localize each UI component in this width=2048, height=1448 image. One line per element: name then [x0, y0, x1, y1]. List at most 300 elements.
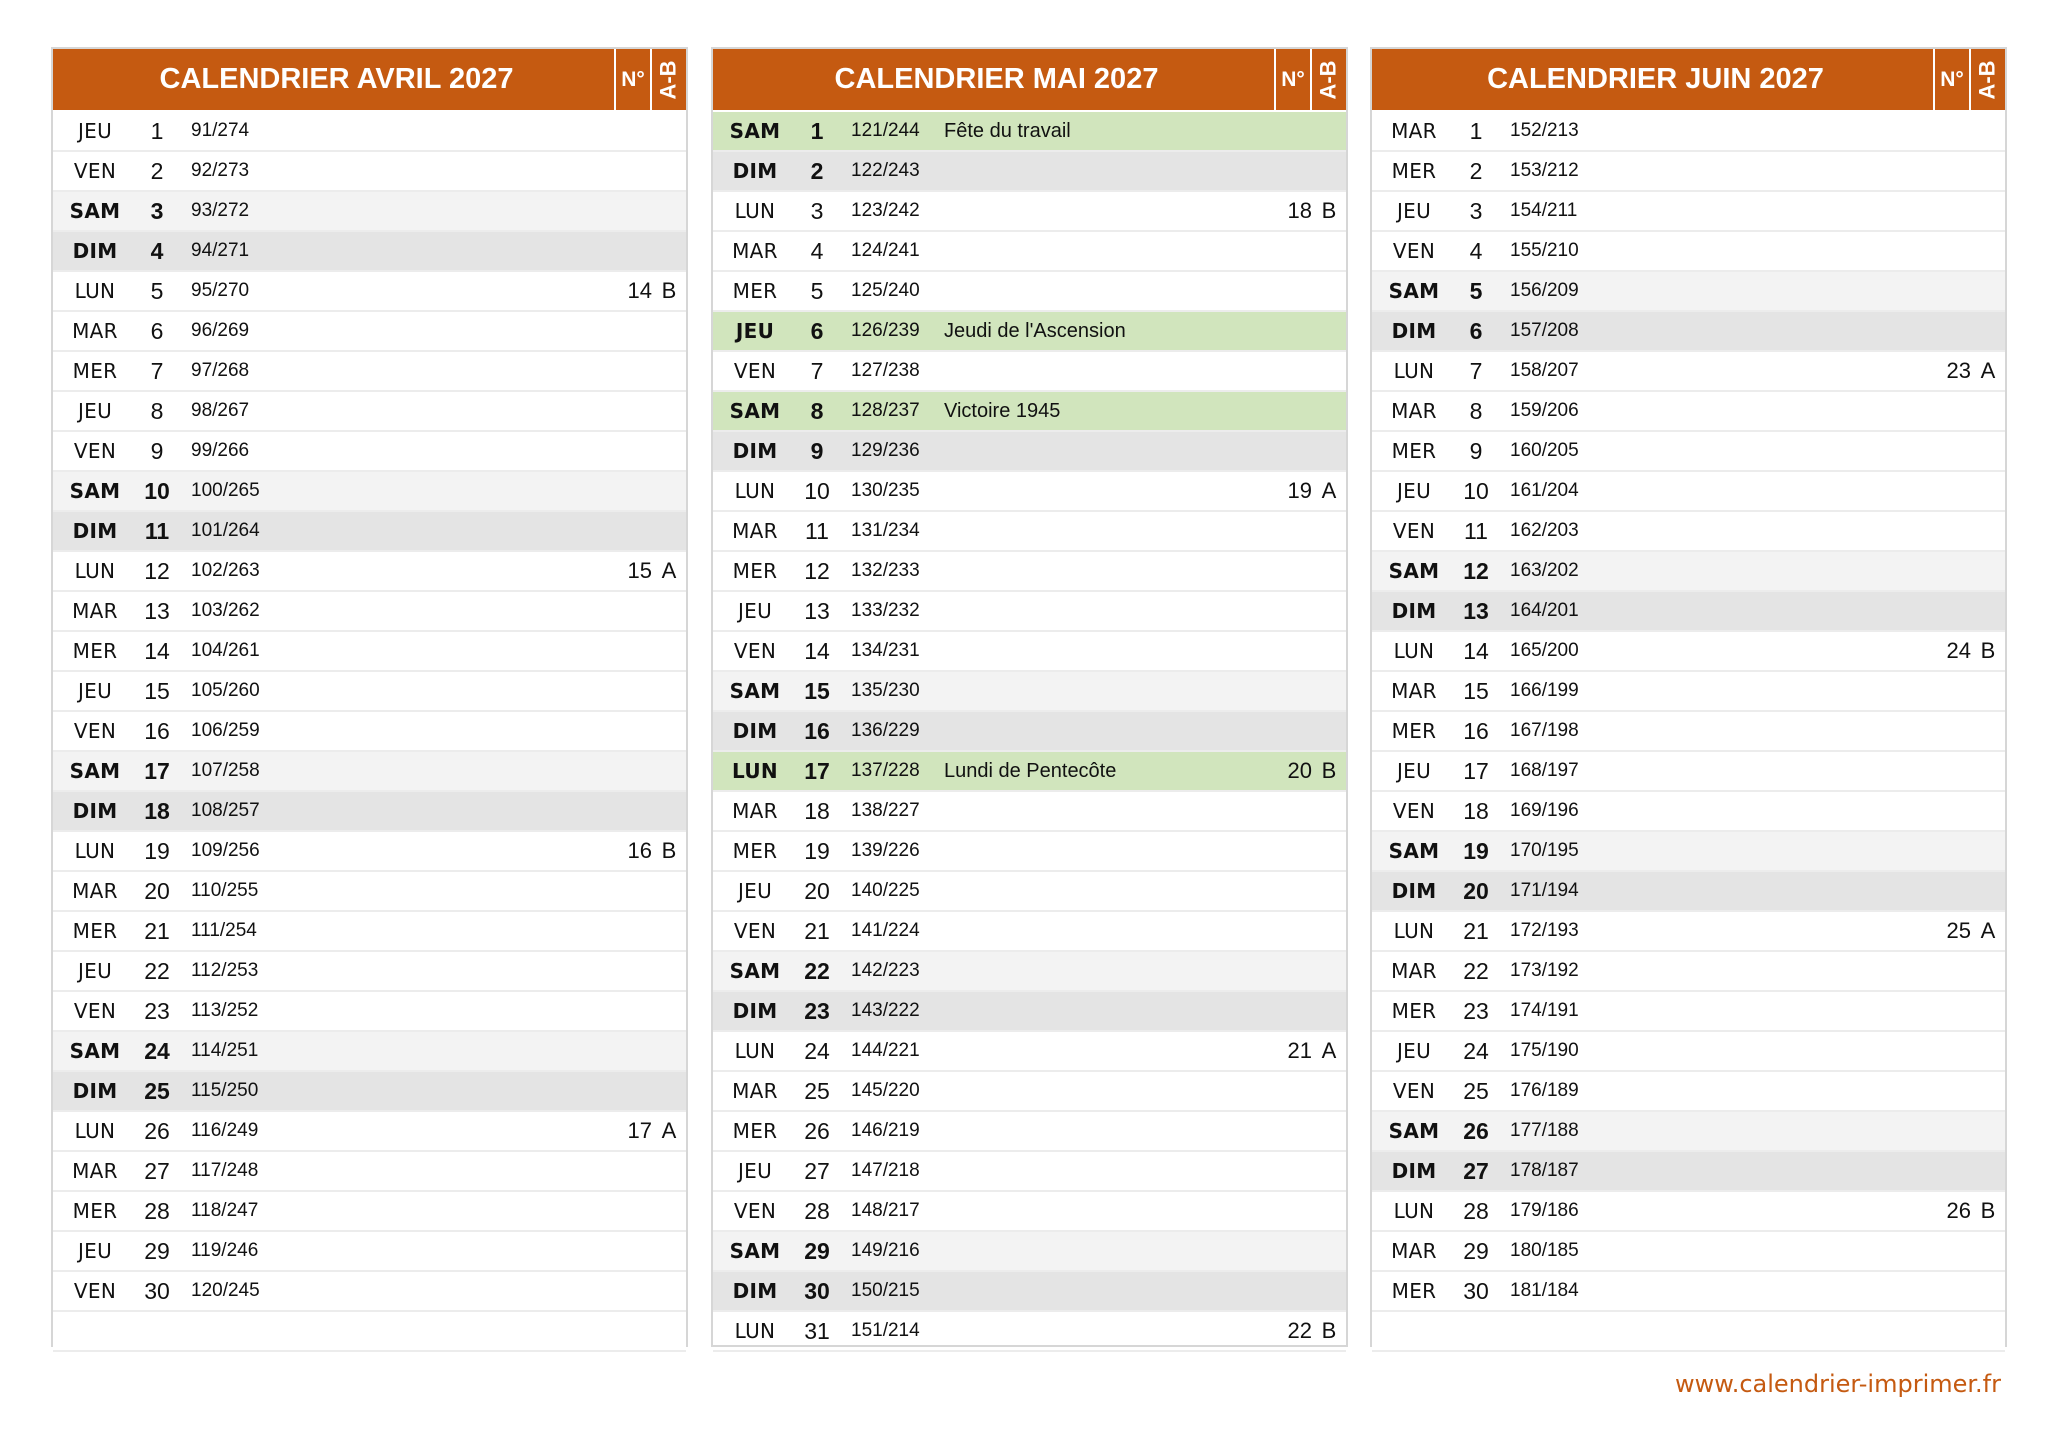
day-number: 15: [1463, 677, 1489, 704]
day-row: [1372, 1072, 2005, 1112]
day-of-week: SAM: [1388, 839, 1440, 863]
day-number: 12: [144, 557, 170, 584]
day-of-week: VEN: [733, 919, 777, 943]
day-number: 11: [144, 517, 170, 544]
day-number: 29: [1463, 1237, 1489, 1264]
week-ab: B: [1980, 638, 1996, 663]
ab-header: [1310, 49, 1346, 110]
day-row: [53, 1272, 686, 1312]
day-number: 30: [1463, 1277, 1489, 1304]
day-number: 14: [804, 637, 830, 664]
day-number: 23: [144, 997, 170, 1024]
day-row: [1372, 432, 2005, 472]
day-ordinal: 162/203: [1510, 520, 1579, 541]
day-row: [1372, 552, 2005, 592]
day-row: [1372, 832, 2005, 872]
day-row: [713, 1192, 1346, 1232]
day-ordinal: 154/211: [1510, 200, 1578, 221]
day-ordinal: 93/272: [191, 200, 250, 221]
day-of-week: MAR: [72, 599, 118, 623]
week-number: 17: [627, 1118, 652, 1143]
day-ordinal: 128/237: [851, 400, 920, 421]
day-number: 28: [144, 1197, 170, 1224]
week-number: 16: [627, 838, 652, 863]
day-row: [1372, 712, 2005, 752]
week-number: 22: [1287, 1318, 1312, 1343]
day-of-week: MER: [72, 359, 118, 383]
day-row: [1372, 952, 2005, 992]
day-row: [713, 1072, 1346, 1112]
day-of-week: DIM: [732, 719, 778, 743]
day-number: 6: [150, 317, 164, 344]
day-number: 4: [810, 237, 824, 264]
week-number: 21: [1287, 1038, 1312, 1063]
day-row: [53, 552, 686, 592]
day-number: 5: [1469, 277, 1483, 304]
day-ordinal: 107/258: [191, 760, 260, 781]
day-number: 31: [804, 1317, 830, 1344]
day-of-week: SAM: [69, 479, 121, 503]
day-number: 26: [804, 1117, 830, 1144]
day-row: [1372, 472, 2005, 512]
ab-header-label: A-B: [1316, 59, 1342, 100]
day-number: 29: [144, 1237, 170, 1264]
day-of-week: VEN: [73, 999, 117, 1023]
day-ordinal: 115/250: [191, 1080, 259, 1101]
day-ordinal: 164/201: [1510, 600, 1579, 621]
day-number: 8: [810, 397, 824, 424]
day-ordinal: 146/219: [851, 1120, 920, 1141]
day-row: [1372, 1192, 2005, 1232]
week-number: 25: [1946, 918, 1971, 943]
day-ordinal: 132/233: [851, 560, 920, 581]
day-ordinal: 92/273: [191, 160, 250, 181]
day-row: [53, 392, 686, 432]
week-number: 20: [1287, 758, 1312, 783]
day-ordinal: 171/194: [1510, 880, 1579, 901]
day-row: [713, 952, 1346, 992]
day-ordinal: 100/265: [191, 480, 260, 501]
day-of-week: MAR: [72, 879, 118, 903]
day-number: 8: [1469, 397, 1483, 424]
week-ab: B: [1980, 1198, 1996, 1223]
day-ordinal: 91/274: [191, 120, 250, 141]
day-number: 26: [144, 1117, 170, 1144]
day-row: [53, 952, 686, 992]
day-ordinal: 137/228: [851, 760, 920, 781]
day-ordinal: 148/217: [851, 1200, 920, 1221]
day-row: [713, 1112, 1346, 1152]
day-number: 23: [1463, 997, 1489, 1024]
day-ordinal: 106/259: [191, 720, 260, 741]
day-row: [53, 1312, 686, 1352]
day-of-week: LUN: [1393, 919, 1435, 943]
day-ordinal: 98/267: [191, 400, 250, 421]
month-header: [53, 49, 686, 112]
week-number: 18: [1287, 198, 1312, 223]
day-row: [1372, 992, 2005, 1032]
day-number: 2: [810, 157, 824, 184]
day-number: 2: [1469, 157, 1483, 184]
day-of-week: MER: [732, 1119, 778, 1143]
day-of-week: MAR: [72, 1159, 118, 1183]
day-of-week: LUN: [74, 839, 116, 863]
day-number: 19: [804, 837, 830, 864]
day-number: 21: [144, 917, 170, 944]
day-number: 12: [1463, 557, 1489, 584]
week-ab: B: [661, 838, 677, 863]
day-row: [713, 1152, 1346, 1192]
day-of-week: MER: [1391, 1279, 1437, 1303]
week-number: 19: [1287, 478, 1312, 503]
day-number: 11: [805, 517, 829, 544]
day-rows: [53, 112, 686, 1352]
day-of-week: JEU: [1396, 759, 1432, 783]
day-row: [53, 1192, 686, 1232]
week-number: 23: [1946, 358, 1971, 383]
day-number: 9: [150, 437, 164, 464]
day-of-week: VEN: [1392, 1079, 1436, 1103]
day-ordinal: 144/221: [851, 1040, 920, 1061]
day-of-week: LUN: [734, 1319, 776, 1343]
day-of-week: VEN: [73, 439, 117, 463]
week-ab: B: [1321, 758, 1337, 783]
day-ordinal: 120/245: [191, 1280, 260, 1301]
day-row: [53, 1232, 686, 1272]
day-row: [1372, 272, 2005, 312]
day-ordinal: 143/222: [851, 1000, 920, 1021]
day-ordinal: 176/189: [1510, 1080, 1579, 1101]
day-of-week: MAR: [732, 799, 778, 823]
day-number: 1: [150, 117, 164, 144]
day-number: 19: [144, 837, 170, 864]
day-of-week: JEU: [1396, 1039, 1432, 1063]
day-number: 5: [810, 277, 824, 304]
day-ordinal: 170/195: [1510, 840, 1579, 861]
day-number: 27: [144, 1157, 170, 1184]
day-of-week: SAM: [729, 119, 781, 143]
day-row: [1372, 1032, 2005, 1072]
month-header: [713, 49, 1346, 112]
holiday-name: Lundi de Pentecôte: [944, 759, 1117, 782]
day-ordinal: 147/218: [851, 1160, 920, 1181]
day-of-week: MAR: [1391, 959, 1437, 983]
day-number: 29: [804, 1237, 830, 1264]
day-of-week: SAM: [729, 679, 781, 703]
day-ordinal: 134/231: [851, 640, 920, 661]
month-panel-june: [1370, 47, 2007, 1347]
day-ordinal: 159/206: [1510, 400, 1579, 421]
week-number-header: N°: [1274, 49, 1310, 110]
day-row: [1372, 872, 2005, 912]
week-ab: A: [1980, 918, 1996, 943]
day-number: 10: [1463, 477, 1489, 504]
day-row: [53, 632, 686, 672]
week-ab: B: [661, 278, 677, 303]
day-row: [713, 232, 1346, 272]
ab-header: [650, 49, 686, 110]
day-number: 16: [804, 717, 830, 744]
day-of-week: JEU: [735, 319, 775, 343]
day-ordinal: 140/225: [851, 880, 920, 901]
day-ordinal: 116/249: [191, 1120, 259, 1141]
holiday-name: Fête du travail: [944, 119, 1071, 142]
day-number: 1: [810, 117, 824, 144]
day-ordinal: 139/226: [851, 840, 920, 861]
day-row: [53, 832, 686, 872]
day-number: 24: [804, 1037, 830, 1064]
week-number: 14: [627, 278, 652, 303]
day-number: 13: [144, 597, 170, 624]
day-ordinal: 153/212: [1510, 160, 1579, 181]
day-row: [1372, 192, 2005, 232]
day-of-week: SAM: [69, 199, 121, 223]
day-of-week: SAM: [1388, 279, 1440, 303]
day-row: [713, 1312, 1346, 1352]
day-of-week: SAM: [729, 1239, 781, 1263]
day-number: 21: [804, 917, 830, 944]
day-ordinal: 102/263: [191, 560, 260, 581]
day-ordinal: 121/244: [851, 120, 920, 141]
day-of-week: DIM: [732, 159, 778, 183]
day-ordinal: 122/243: [851, 160, 920, 181]
day-ordinal: 124/241: [851, 240, 920, 261]
day-row: [53, 192, 686, 232]
day-row: [1372, 112, 2005, 152]
day-row: [1372, 632, 2005, 672]
day-ordinal: 141/224: [851, 920, 920, 941]
day-row: [713, 712, 1346, 752]
day-ordinal: 117/248: [191, 1160, 259, 1181]
day-row: [53, 752, 686, 792]
day-of-week: VEN: [1392, 799, 1436, 823]
day-row: [53, 672, 686, 712]
day-of-week: JEU: [77, 679, 113, 703]
day-number: 26: [1463, 1117, 1489, 1144]
month-header: [1372, 49, 2005, 112]
day-of-week: JEU: [77, 959, 113, 983]
day-row: [713, 1272, 1346, 1312]
day-ordinal: 130/235: [851, 480, 920, 501]
day-number: 10: [804, 477, 830, 504]
day-ordinal: 158/207: [1510, 360, 1579, 381]
day-ordinal: 172/193: [1510, 920, 1579, 941]
day-row: [53, 272, 686, 312]
day-row: [713, 672, 1346, 712]
day-row: [713, 272, 1346, 312]
day-row: [53, 912, 686, 952]
day-row: [53, 472, 686, 512]
day-row: [713, 912, 1346, 952]
day-of-week: VEN: [73, 1279, 117, 1303]
day-ordinal: 114/251: [191, 1040, 259, 1061]
day-row: [713, 1032, 1346, 1072]
day-row: [53, 232, 686, 272]
day-row: [713, 312, 1346, 352]
day-number: 2: [150, 157, 164, 184]
day-of-week: MER: [732, 839, 778, 863]
day-ordinal: 129/236: [851, 440, 920, 461]
week-ab: B: [1321, 198, 1337, 223]
week-number-header: N°: [614, 49, 650, 110]
day-of-week: SAM: [729, 959, 781, 983]
day-number: 16: [144, 717, 170, 744]
day-number: 21: [1463, 917, 1489, 944]
day-of-week: JEU: [77, 399, 113, 423]
day-ordinal: 131/234: [851, 520, 920, 541]
day-number: 8: [150, 397, 164, 424]
month-title: CALENDRIER MAI 2027: [834, 63, 1159, 95]
day-number: 27: [1463, 1157, 1489, 1184]
day-row: [53, 1152, 686, 1192]
day-row: [713, 352, 1346, 392]
day-of-week: LUN: [734, 479, 776, 503]
day-row: [53, 592, 686, 632]
day-rows: [1372, 112, 2005, 1352]
day-ordinal: 96/269: [191, 320, 250, 341]
day-ordinal: 126/239: [851, 320, 920, 341]
day-number: 20: [1463, 877, 1489, 904]
day-number: 23: [804, 997, 830, 1024]
day-ordinal: 157/208: [1510, 320, 1579, 341]
day-of-week: MAR: [72, 319, 118, 343]
day-of-week: VEN: [73, 159, 117, 183]
day-ordinal: 108/257: [191, 800, 260, 821]
month-panel-april: [51, 47, 688, 1347]
day-number: 13: [1463, 597, 1489, 624]
day-number: 1: [1469, 117, 1483, 144]
day-of-week: LUN: [1393, 639, 1435, 663]
day-of-week: DIM: [732, 439, 778, 463]
day-row: [713, 112, 1346, 152]
month-panel-may: [711, 47, 1348, 1347]
day-of-week: DIM: [1391, 319, 1437, 343]
day-of-week: MER: [1391, 439, 1437, 463]
day-of-week: MER: [72, 1199, 118, 1223]
month-title: CALENDRIER JUIN 2027: [1487, 63, 1824, 95]
day-of-week: DIM: [72, 799, 118, 823]
day-row: [713, 472, 1346, 512]
day-number: 17: [804, 757, 830, 784]
day-of-week: LUN: [734, 199, 776, 223]
day-of-week: DIM: [732, 999, 778, 1023]
day-ordinal: 161/204: [1510, 480, 1579, 501]
week-number: 26: [1946, 1198, 1971, 1223]
day-number: 16: [1463, 717, 1489, 744]
day-of-week: MAR: [1391, 1239, 1437, 1263]
day-row: [53, 712, 686, 752]
week-number-header: N°: [1933, 49, 1969, 110]
day-of-week: MAR: [1391, 679, 1437, 703]
week-ab: A: [661, 558, 677, 583]
day-row: [1372, 1152, 2005, 1192]
day-of-week: DIM: [1391, 879, 1437, 903]
day-ordinal: 95/270: [191, 280, 250, 301]
day-number: 18: [1463, 797, 1489, 824]
day-ordinal: 103/262: [191, 600, 260, 621]
day-of-week: LUN: [1393, 1199, 1435, 1223]
week-ab: A: [1321, 1038, 1337, 1063]
day-number: 5: [150, 277, 164, 304]
day-of-week: MER: [1391, 159, 1437, 183]
day-number: 13: [804, 597, 830, 624]
ab-header-label: A-B: [1975, 59, 2001, 100]
day-number: 4: [1469, 237, 1483, 264]
day-of-week: JEU: [1396, 479, 1432, 503]
day-of-week: LUN: [74, 1119, 116, 1143]
day-of-week: LUN: [74, 559, 116, 583]
day-row: [1372, 312, 2005, 352]
day-number: 7: [150, 357, 164, 384]
day-of-week: MAR: [732, 239, 778, 263]
day-rows: [713, 112, 1346, 1352]
day-row: [53, 872, 686, 912]
footer-url[interactable]: www.calendrier-imprimer.fr: [1675, 1370, 2001, 1398]
day-ordinal: 149/216: [851, 1240, 920, 1261]
day-number: 28: [1463, 1197, 1489, 1224]
day-ordinal: 136/229: [851, 720, 920, 741]
day-ordinal: 104/261: [191, 640, 260, 661]
day-of-week: SAM: [69, 759, 121, 783]
day-number: 18: [804, 797, 830, 824]
day-row: [1372, 392, 2005, 432]
day-of-week: JEU: [737, 879, 773, 903]
day-number: 7: [1469, 357, 1483, 384]
holiday-name: Jeudi de l'Ascension: [944, 319, 1126, 342]
day-ordinal: 110/255: [191, 880, 259, 901]
week-ab: A: [661, 1118, 677, 1143]
day-row: [1372, 592, 2005, 632]
day-number: 15: [804, 677, 830, 704]
day-number: 30: [804, 1277, 830, 1304]
ab-header: [1969, 49, 2005, 110]
day-of-week: VEN: [733, 1199, 777, 1223]
ab-header-label: A-B: [656, 59, 682, 100]
day-ordinal: 180/185: [1510, 1240, 1579, 1261]
day-row: [53, 1112, 686, 1152]
day-row: [1372, 1232, 2005, 1272]
day-ordinal: 151/214: [851, 1320, 920, 1341]
day-row: [713, 792, 1346, 832]
day-row: [1372, 1312, 2005, 1352]
day-number: 9: [1469, 437, 1483, 464]
week-ab: B: [1321, 1318, 1337, 1343]
week-number: 15: [627, 558, 652, 583]
day-ordinal: 119/246: [191, 1240, 259, 1261]
day-row: [713, 1232, 1346, 1272]
day-of-week: SAM: [1388, 1119, 1440, 1143]
day-row: [1372, 512, 2005, 552]
day-of-week: JEU: [737, 1159, 773, 1183]
day-ordinal: 94/271: [191, 240, 250, 261]
day-number: 12: [804, 557, 830, 584]
day-of-week: MER: [732, 559, 778, 583]
day-ordinal: 169/196: [1510, 800, 1579, 821]
day-ordinal: 173/192: [1510, 960, 1579, 981]
day-number: 6: [810, 317, 824, 344]
day-row: [713, 192, 1346, 232]
day-of-week: LUN: [732, 759, 778, 783]
day-of-week: SAM: [69, 1039, 121, 1063]
day-ordinal: 138/227: [851, 800, 920, 821]
day-of-week: MER: [732, 279, 778, 303]
day-ordinal: 127/238: [851, 360, 920, 381]
day-row: [53, 512, 686, 552]
day-row: [713, 872, 1346, 912]
day-ordinal: 101/264: [191, 520, 260, 541]
day-ordinal: 145/220: [851, 1080, 920, 1101]
day-number: 25: [1463, 1077, 1489, 1104]
